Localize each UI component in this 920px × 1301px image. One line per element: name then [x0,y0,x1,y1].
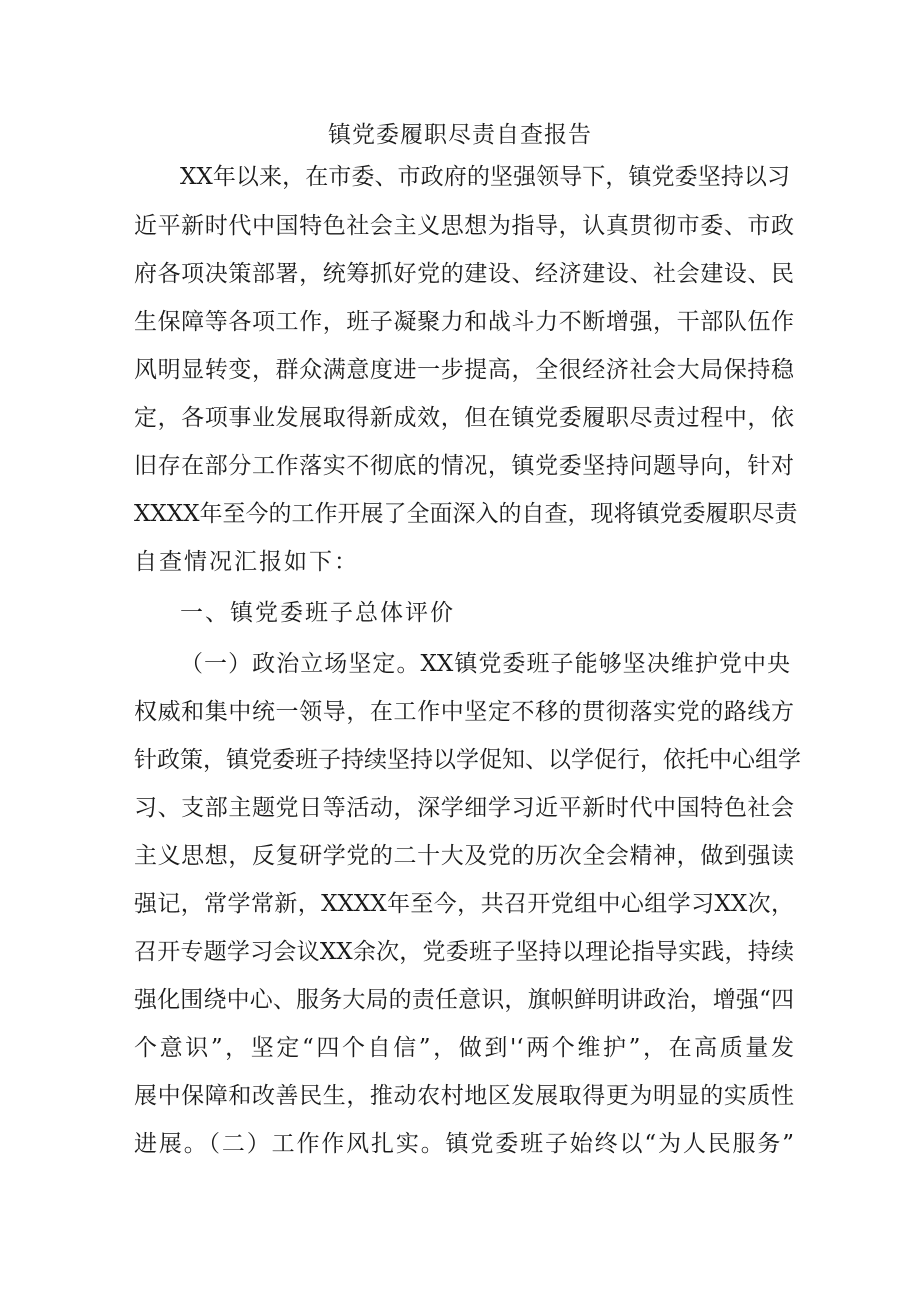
paragraph-line: 习、支部主题党日等活动，深学细学习近平新时代中国特色社会 [134,795,794,821]
paragraph-line: 强化围绕中心、服务大局的责任意识，旗帜鲜明讲政治，增强“四 [134,987,794,1013]
paragraph-line: 生保障等各项工作，班子凝聚力和战斗力不断增强，干部队伍作 [134,309,794,335]
paragraph-line: 近平新时代中国特色社会主义思想为指导，认真贯彻市委、市政 [134,213,794,239]
paragraph-line: 权威和集中统一领导，在工作中坚定不移的贯彻落实党的路线方 [134,699,794,725]
paragraph-line: XXXX年至今的工作开展了全面深入的自查，现将镇党委履职尽责 [134,501,798,527]
paragraph-line: 定，各项事业发展取得新成效，但在镇党委履职尽责过程中，依 [134,405,794,431]
paragraph-line: 展中保障和改善民生，推动农村地区发展取得更为明显的实质性 [134,1083,794,1109]
paragraph-line: 强记，常学常新，XXXX年至今，共召开党组中心组学习XX次， [134,891,794,917]
paragraph-line: （一）政治立场坚定。XX镇党委班子能够坚决维护党中央 [180,651,790,677]
paragraph-line: 自查情况汇报如下： [134,549,359,575]
paragraph-line: 召开专题学习会议XX余次，党委班子坚持以理论指导实践，持续 [134,939,794,965]
paragraph-line: 旧存在部分工作落实不彻底的情况，镇党委坚持问题导向，针对 [134,453,794,479]
section-heading: 一、镇党委班子总体评价 [180,600,455,626]
paragraph-line: 风明显转变，群众满意度进一步提高，全很经济社会大局保持稳 [134,357,794,383]
paragraph-line: 府各项决策部署，统筹抓好党的建设、经济建设、社会建设、民 [134,261,794,287]
paragraph-line: 进展。（二）工作作风扎实。镇党委班子始终以“为人民服务” [134,1131,794,1157]
document-title: 镇党委履职尽责自查报告 [328,122,592,148]
paragraph-line: 主义思想，反复研学党的二十大及党的历次全会精神，做到强读 [134,843,794,869]
paragraph-line: 针政策，镇党委班子持续坚持以学促知、以学促行，依托中心组学 [134,747,801,773]
paragraph-line: 个意识”，坚定“四个自信”，做到'‘两个维护”，在高质量发 [134,1035,794,1061]
paragraph-line: XX年以来，在市委、市政府的坚强领导下，镇党委坚持以习 [180,164,790,190]
